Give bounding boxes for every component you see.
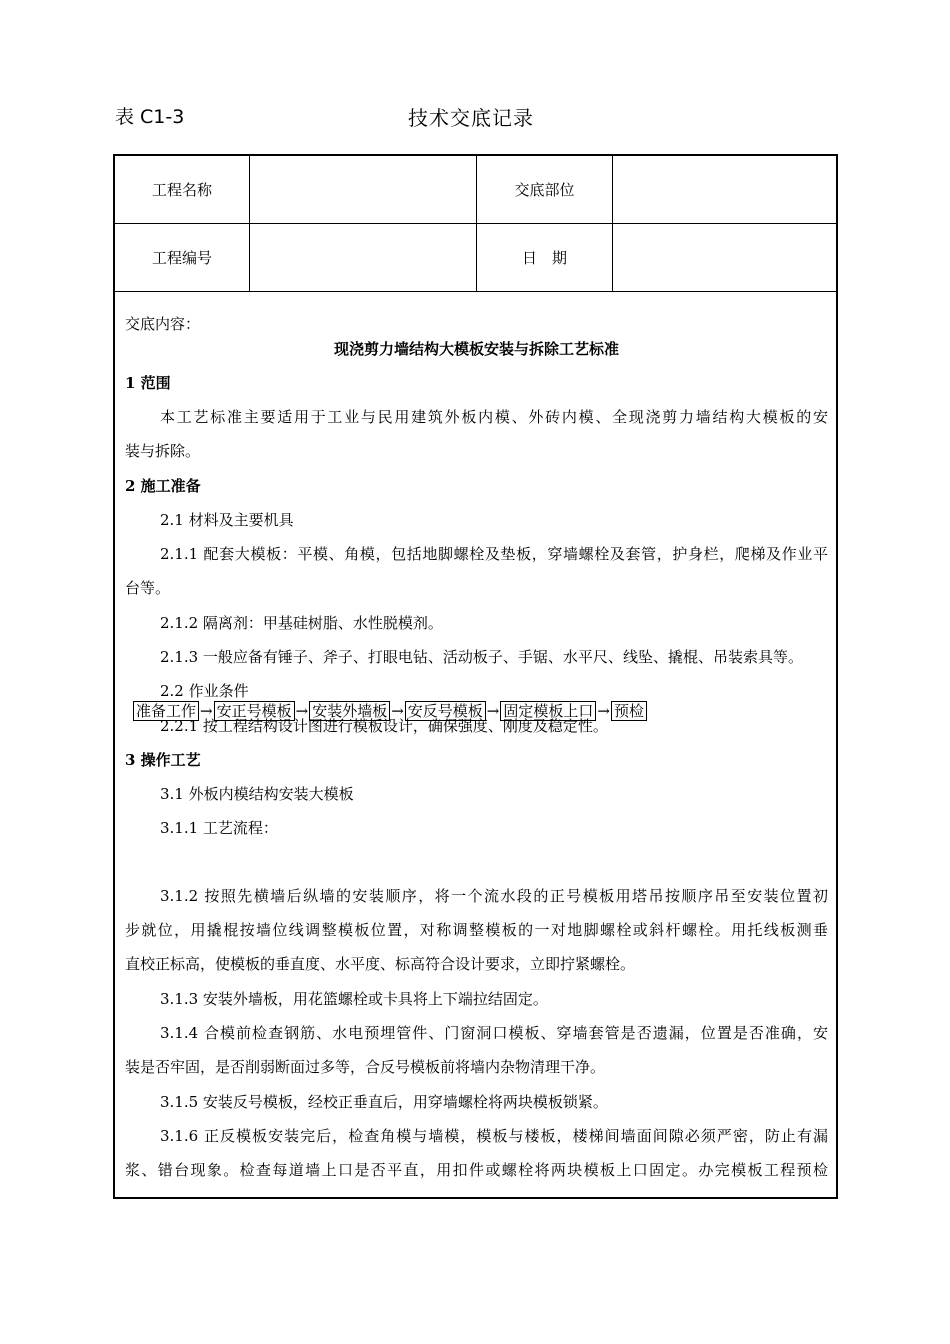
flow-arrow-icon: →	[295, 702, 309, 720]
subsection-heading: 3.1 外板内模结构安装大模板	[160, 785, 354, 803]
flow-step: 安正号模板	[214, 701, 295, 721]
handover-part-label: 交底部位	[514, 181, 575, 199]
section-heading: 2 施工准备	[125, 477, 201, 495]
date-label: 日 期	[521, 249, 567, 267]
paragraph-line: 浆、错台现象。检查每道墙上口是否平直，用扣件或螺栓将两块模板上口固定。办完模板工程预检	[125, 1161, 828, 1179]
flow-step: 预检	[611, 701, 647, 721]
record-form	[113, 154, 838, 1199]
content-title: 现浇剪力墙结构大模板安装与拆除工艺标准	[333, 340, 619, 358]
paragraph-line: 3.1.1 工艺流程：	[160, 819, 278, 837]
paragraph-line: 直校正标高，使模板的垂直度、水平度、标高符合设计要求，立即拧紧螺栓。	[125, 955, 636, 973]
section-heading: 1 范围	[125, 374, 171, 392]
paragraph-line: 2.2.1 按工程结构设计图进行模板设计，确保强度、刚度及稳定性。	[160, 717, 608, 735]
project-name-label: 工程名称	[151, 181, 212, 199]
paragraph-line: 装与拆除。	[125, 442, 201, 460]
handover-part-field[interactable]	[613, 156, 836, 223]
paragraph-line: 2.1.3 一般应备有锤子、斧子、打眼电钻、活动板子、手锯、水平尺、线坠、撬棍、吊装索具等。	[160, 648, 803, 666]
flow-step: 固定模板上口	[500, 701, 596, 721]
paragraph-line: 2.1.1 配套大模板：平模、角模，包括地脚螺栓及垫板，穿墙螺栓及套管，护身栏，爬梯及作业平	[160, 545, 828, 563]
flow-step: 安反号模板	[405, 701, 486, 721]
paragraph-line: 3.1.6 正反模板安装完后，检查角模与墙模，模板与楼板，楼梯间墙面间隙必须严密，防止有漏	[160, 1127, 828, 1145]
subsection-heading: 2.2 作业条件	[160, 682, 249, 700]
subsection-heading: 2.1 材料及主要机具	[160, 511, 294, 529]
document-title: 技术交底记录	[408, 106, 534, 130]
paragraph-line: 台等。	[125, 579, 171, 597]
paragraph-line: 2.1.2 隔离剂：甲基硅树脂、水性脱模剂。	[160, 614, 443, 632]
paragraph-line: 3.1.2 按照先横墙后纵墙的安装顺序，将一个流水段的正号模板用塔吊按顺序吊至安装位置初	[160, 887, 828, 905]
paragraph-line: 3.1.4 合模前检查钢筋、水电预埋管件、门窗洞口模板、穿墙套管是否遗漏，位置是否准确，安	[160, 1024, 828, 1042]
section-heading: 3 操作工艺	[125, 751, 201, 769]
project-name-field[interactable]	[250, 156, 476, 223]
paragraph-line: 装是否牢固，是否削弱断面过多等，合反号模板前将墙内杂物清理干净。	[125, 1058, 606, 1076]
flow-step: 准备工作	[133, 701, 199, 721]
form-code: 表 C1-3	[115, 106, 185, 128]
flow-arrow-icon: →	[486, 702, 500, 720]
project-number-label: 工程编号	[151, 249, 212, 267]
flow-arrow-icon: →	[597, 702, 610, 720]
paragraph-line: 3.1.5 安装反号模板，经校正垂直后，用穿墙螺栓将两块模板锁紧。	[160, 1093, 608, 1111]
flow-arrow-icon: →	[391, 702, 404, 720]
paragraph-line: 3.1.3 安装外墙板，用花篮螺栓或卡具将上下端拉结固定。	[160, 990, 548, 1008]
date-field[interactable]	[613, 224, 836, 291]
paragraph-line: 本工艺标准主要适用于工业与民用建筑外板内模、外砖内模、全现浇剪力墙结构大模板的安	[160, 408, 828, 426]
flow-step: 安装外墙板	[309, 701, 390, 721]
content-label: 交底内容：	[125, 315, 201, 333]
flow-arrow-icon: →	[200, 702, 213, 720]
project-number-field[interactable]	[250, 224, 476, 291]
process-flow	[133, 701, 647, 721]
paragraph-line: 步就位，用撬棍按墙位线调整模板位置，对称调整模板的一对地脚螺栓或斜杆螺栓。用托线板测垂	[125, 921, 828, 939]
